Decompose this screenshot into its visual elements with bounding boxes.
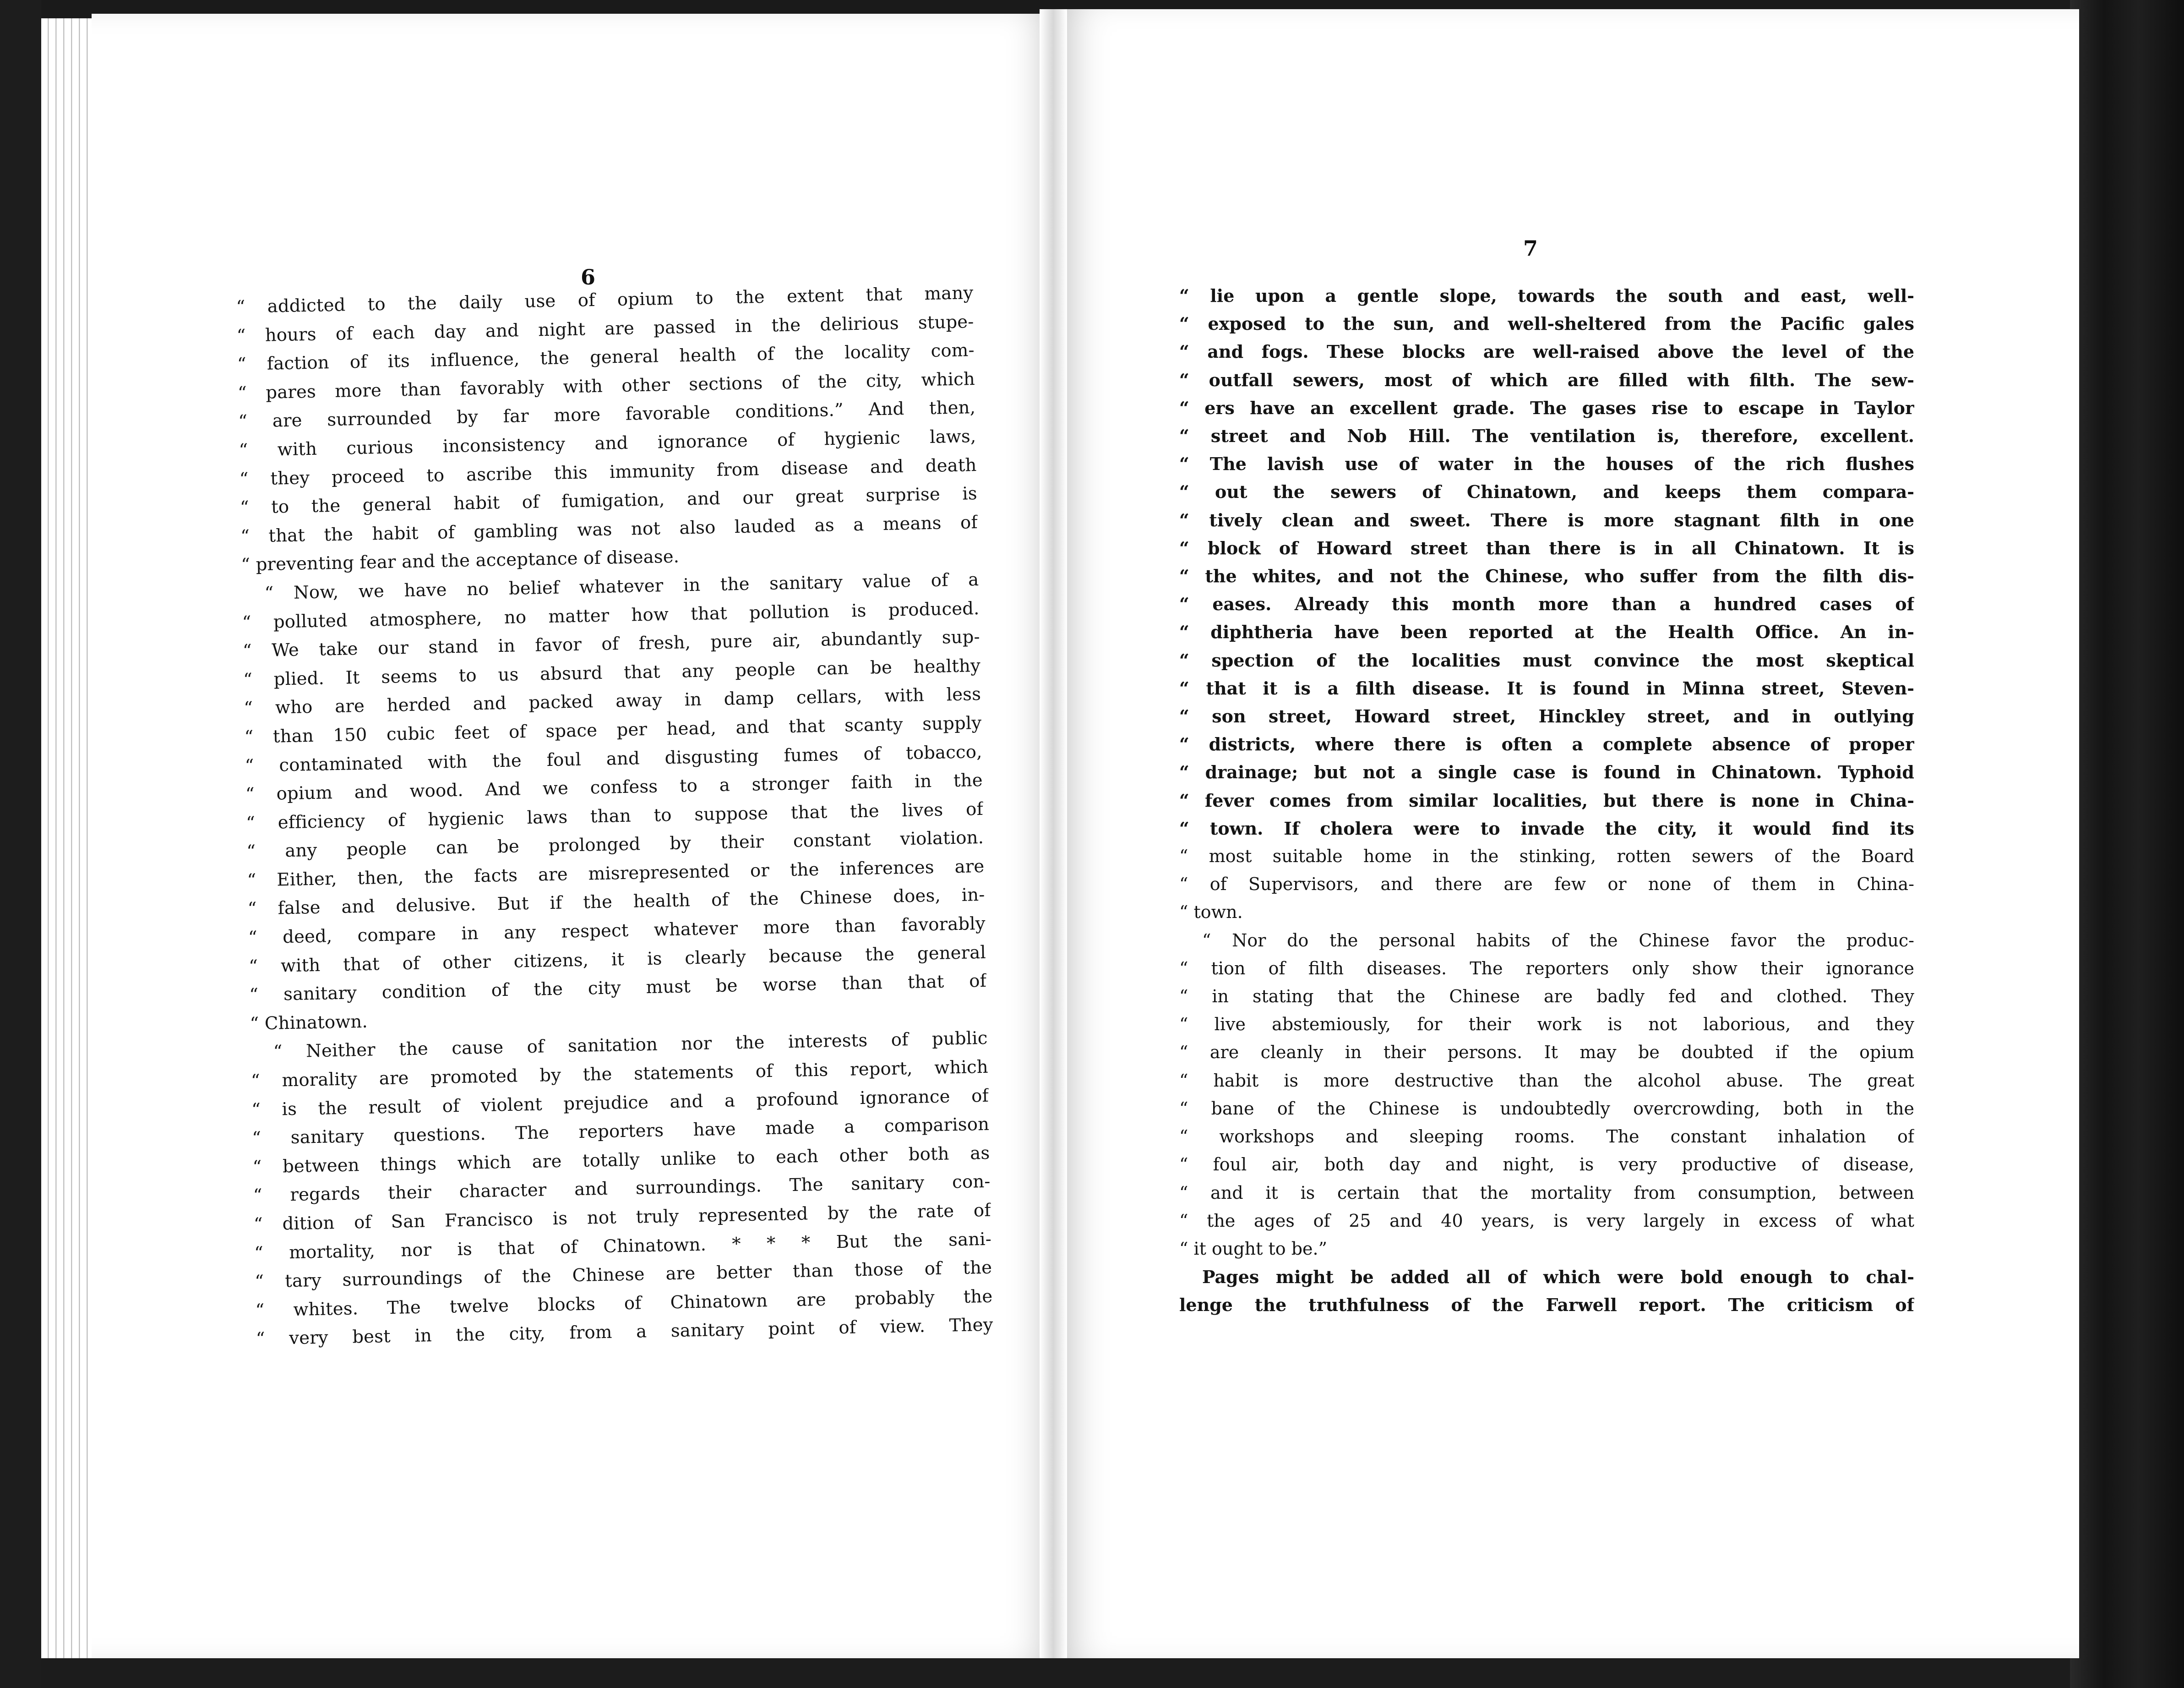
text-line: “ son street, Howard street, Hinckley street, and in outlying xyxy=(1179,706,1914,727)
text-line: “ polluted atmosphere, no matter how that pollution is produced. xyxy=(242,598,980,633)
text-line: “ than 150 cubic feet of space per head, and that scanty supply xyxy=(244,712,982,748)
text-line: “ mortality, nor is that of Chinatown. * * * But the sani- xyxy=(254,1229,992,1264)
text-line: “ street and Nob Hill. The ventilation is, therefore, excellent. xyxy=(1179,426,1914,447)
text-line: “ that the habit of gambling was not also lauded as a means of xyxy=(240,512,978,547)
text-line: “ contaminated with the foul and disgusting fumes of tobacco, xyxy=(245,741,982,776)
text-line: “ preventing fear and the acceptance of disease. xyxy=(240,546,680,576)
text-line: “ block of Howard street than there is in all Chinatown. It is xyxy=(1179,537,1914,558)
text-line: “ drainage; but not a single case is found in Chinatown. Typhoid xyxy=(1179,762,1914,783)
text-line: “ Neither the cause of sanitation nor the interests of public xyxy=(273,1028,988,1063)
text-line: “ faction of its influence, the general health of the locality com- xyxy=(237,340,975,375)
text-line: “ districts, where there is often a complete absence of proper xyxy=(1179,734,1914,755)
text-line: “ and fogs. These blocks are well-raised above the level of the xyxy=(1179,341,1914,362)
text-line: “ habit is more destructive than the alcohol abuse. The great xyxy=(1179,1070,1914,1091)
text-line: “ out the sewers of Chinatown, and keeps them compara- xyxy=(1179,481,1914,503)
text-line: “ town. xyxy=(1179,902,1243,923)
text-line: “ fever comes from similar localities, but there is none in China- xyxy=(1179,790,1914,811)
text-line: “ outfall sewers, most of which are filled with filth. The sew- xyxy=(1179,369,1914,390)
text-line: “ Nor do the personal habits of the Chinese favor the produc- xyxy=(1202,930,1914,951)
text-line: “ tively clean and sweet. There is more stagnant filth in one xyxy=(1179,509,1914,530)
text-line: “ between things which are totally unlike to each other both as xyxy=(252,1142,990,1178)
text-line: “ the whites, and not the Chinese, who suffer from the filth dis- xyxy=(1179,566,1914,587)
text-line: “ is the result of violent prejudice and a profound ignorance of xyxy=(251,1085,989,1120)
right-page-text xyxy=(1179,282,1914,1319)
text-line: “ in stating that the Chinese are badly fed and clothed. They xyxy=(1179,986,1914,1007)
text-line: “ ers have an excellent grade. The gases rise to escape in Taylor xyxy=(1179,397,1914,418)
text-line: “ regards their character and surroundings. The sanitary con- xyxy=(253,1171,991,1207)
text-line: “ sanitary questions. The reporters have made a comparison xyxy=(252,1114,990,1149)
text-line: “ pares more than favorably with other sections of the city, which xyxy=(237,368,975,404)
text-line: “ efficiency of hygienic laws than to suppose that the lives of xyxy=(245,798,984,834)
text-line: “ whites. The twelve blocks of Chinatown are probably the xyxy=(255,1286,993,1321)
text-line: “ morality are promoted by the statements of this report, which xyxy=(251,1056,989,1092)
text-line: “ that it is a filth disease. It is found in Minna street, Steven- xyxy=(1179,677,1914,699)
text-line: “ false and delusive. But if the health of the Chinese does, in- xyxy=(247,885,985,920)
text-line: “ sanitary condition of the city must be worse than that of xyxy=(249,971,987,1005)
text-line: “ Now, we have no belief whatever in the sanitary value of a xyxy=(264,569,979,604)
text-line: “ Either, then, the facts are misrepresented or the inferences are xyxy=(247,856,985,891)
left-page-text xyxy=(236,279,993,1354)
book-gutter xyxy=(1040,9,1067,1658)
text-line: “ most suitable home in the stinking, rotten sewers of the Board xyxy=(1179,846,1914,867)
text-line: “ spection of the localities must convince the most skeptical xyxy=(1179,650,1914,671)
text-line: “ hours of each day and night are passed in the delirious stupe- xyxy=(236,311,974,346)
text-line: “ workshops and sleeping rooms. The constant inhalation of xyxy=(1179,1126,1914,1147)
text-line: “ it ought to be.” xyxy=(1179,1238,1328,1259)
text-line: “ tion of filth diseases. The reporters only show their ignorance xyxy=(1179,958,1914,978)
text-line: “ Chinatown. xyxy=(250,1011,368,1034)
text-line: “ We take our stand in favor of fresh, pure air, abundantly sup- xyxy=(242,627,980,661)
text-line: “ are cleanly in their persons. It may be doubted if the opium xyxy=(1179,1042,1914,1063)
text-line: “ who are herded and packed away in damp cellars, with less xyxy=(243,684,981,719)
book-cover-right xyxy=(2070,0,2184,1688)
text-line: “ bane of the Chinese is undoubtedly overcrowding, both in the xyxy=(1179,1098,1914,1119)
text-line: “ The lavish use of water in the houses of the rich flushes xyxy=(1179,453,1914,475)
text-line: “ they proceed to ascribe this immunity from disease and death xyxy=(239,454,977,490)
text-line: “ town. If cholera were to invade the city, it would find its xyxy=(1179,818,1914,839)
text-line: “ with that of other citizens, it is clearly because the general xyxy=(248,942,986,977)
text-line: “ the ages of 25 and 40 years, is very largely in excess of what xyxy=(1179,1210,1914,1231)
text-line: “ eases. Already this month more than a hundred cases of xyxy=(1179,594,1914,615)
text-line: “ lie upon a gentle slope, towards the south and east, well- xyxy=(1179,285,1914,306)
text-line: “ foul air, both day and night, is very productive of disease, xyxy=(1179,1154,1914,1175)
text-line: “ are surrounded by far more favorable conditions.” And then, xyxy=(238,397,976,432)
left-page-number: 6 xyxy=(581,265,596,290)
text-line: “ plied. It seems to us absurd that any people can be healthy xyxy=(243,655,981,690)
text-line: “ live abstemiously, for their work is not laborious, and they xyxy=(1179,1014,1914,1035)
text-line: “ diphtheria have been reported at the Health Office. An in- xyxy=(1179,622,1914,643)
text-line: “ opium and wood. And we confess to a stronger faith in the xyxy=(245,770,983,805)
text-line: “ dition of San Francisco is not truly represented by the rate of xyxy=(253,1200,991,1235)
text-line: “ any people can be prolonged by their constant violation. xyxy=(246,827,984,863)
text-line: “ of Supervisors, and there are few or none of them in China- xyxy=(1179,874,1914,895)
text-line: Pages might be added all of which were bold enough to chal- xyxy=(1202,1267,1914,1288)
text-line: “ very best in the city, from a sanitary point of view. They xyxy=(256,1315,993,1349)
text-line: “ deed, compare in any respect whatever more than favorably xyxy=(248,913,986,948)
text-line: “ tary surroundings of the Chinese are better than those of the xyxy=(255,1257,992,1292)
text-line: “ exposed to the sun, and well-sheltered from the Pacific gales xyxy=(1179,313,1914,334)
text-line: “ and it is certain that the mortality from consumption, between xyxy=(1179,1182,1914,1203)
book-cover-bottom xyxy=(0,1658,2184,1688)
text-line: lenge the truthfulness of the Farwell report. The criticism of xyxy=(1179,1295,1914,1316)
right-page-number: 7 xyxy=(1523,236,1538,261)
text-line: “ to the general habit of fumigation, and our great surprise is xyxy=(240,483,978,519)
book-cover-left xyxy=(0,0,41,1688)
text-line: “ with curious inconsistency and ignorance of hygienic laws, xyxy=(239,426,976,461)
text-line: “ addicted to the daily use of opium to the extent that many xyxy=(236,283,974,317)
